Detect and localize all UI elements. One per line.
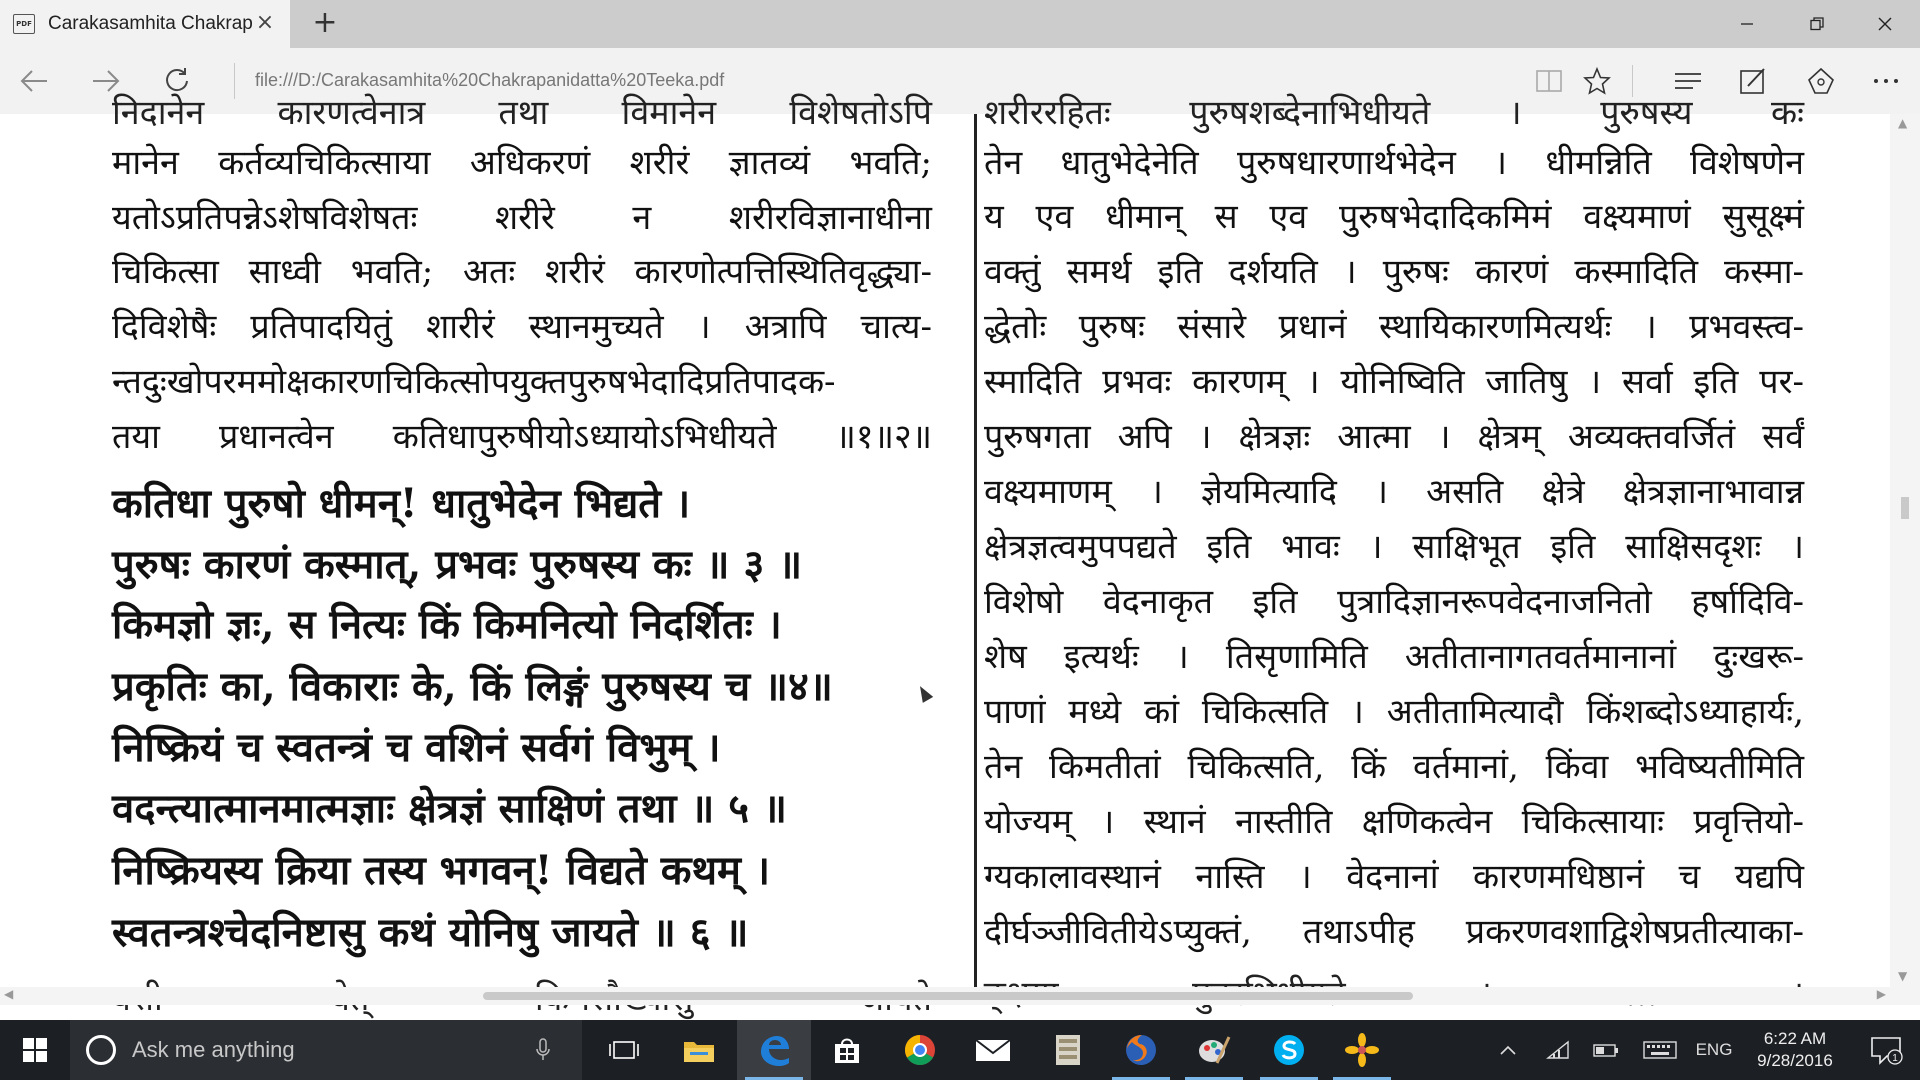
commentary-line: यतोऽप्रतिपन्नेऽशेषविशेषतः शरीरे न शरीरविज्ञानाधीना — [112, 198, 932, 238]
column-divider — [974, 114, 977, 1005]
right-text-column — [984, 93, 1824, 1005]
windows-start-icon[interactable] — [0, 1020, 70, 1080]
commentary-line: तेन किमतीतां चिकित्सति, किं वर्तमानां, किंवा भविष्यतीमिति — [984, 747, 1804, 787]
notification-count: 1 — [1892, 1053, 1898, 1064]
commentary-line: मानेन कर्तव्यचिकित्साया अधिकरणं शरीरं ज्ञातव्यं भवति; — [112, 143, 932, 183]
left-text-column — [112, 93, 952, 1005]
file-explorer-icon[interactable] — [662, 1020, 736, 1080]
pdf-file-icon — [13, 14, 35, 34]
skype-icon[interactable] — [1252, 1020, 1326, 1080]
restore-icon[interactable] — [1782, 0, 1852, 48]
close-window-icon[interactable] — [1850, 0, 1920, 48]
commentary-line: वक्ष्यमाणम् । ज्ञेयमित्यादि । असति क्षेत्रे क्षेत्रज्ञानाभावान्न — [984, 472, 1804, 512]
commentary-line: चिकित्सा साध्वी भवति; अतः शरीरं कारणोत्पत्तिस्थितिवृद्ध्या- — [112, 252, 932, 292]
commentary-line: विशेषो वेदनाकृत इति पुत्रादिज्ञानरूपवेदनाजनितो हर्षादिवि- — [984, 582, 1804, 622]
edge-browser-icon[interactable] — [737, 1020, 811, 1080]
commentary-line: य एव धीमान् स एव पुरुषभेदादिकमिमं वक्ष्यमाणं सुसूक्ष्मं — [984, 197, 1804, 237]
cortana-icon — [86, 1035, 116, 1065]
commentary-line: पाणां मध्ये कां चिकित्सति । अतीतामित्यादौ किंशब्दोऽध्याहार्यः, — [984, 692, 1804, 732]
verse-line: स्वतन्त्रश्चेदनिष्टासु कथं योनिषु जायते ॥ ६ ॥ — [112, 909, 749, 956]
pdf-viewer[interactable] — [0, 93, 1920, 1005]
pdf-page — [0, 93, 1890, 1005]
horizontal-scrollbar[interactable] — [0, 987, 1890, 1005]
commentary-line: वक्तुं समर्थ इति दर्शयति । पुरुषः कारणं कस्मादिति कस्मा- — [984, 252, 1804, 292]
more-options-icon[interactable] — [1866, 61, 1906, 101]
tab-title: Carakasamhita Chakrap — [48, 13, 253, 34]
mail-icon[interactable] — [956, 1020, 1030, 1080]
language-indicator[interactable]: ENG — [1695, 1040, 1733, 1059]
search-placeholder: Ask me anything — [132, 1037, 295, 1062]
scroll-up-arrow-icon[interactable]: ▲ — [1898, 116, 1908, 130]
commentary-line: स्मादिति प्रभवः कारणम् । योनिष्विति जातिषु । सर्वा इति पर- — [984, 362, 1804, 402]
commentary-line: शेष इत्यर्थः । तिसृणामिति अतीतानागतवर्तमानानां दुःखरू- — [984, 637, 1804, 677]
verse-line: किमज्ञो ज्ञः, स नित्यः किं किमनित्यो निदर्शितः । — [112, 601, 782, 648]
microphone-icon[interactable] — [536, 1038, 550, 1062]
verse-line: पुरुषः कारणं कस्मात्, प्रभवः पुरुषस्य कः ॥ ३ ॥ — [112, 541, 803, 588]
flower-app-icon[interactable] — [1325, 1020, 1399, 1080]
commentary-line: निदानेन कारणत्वेनात्र तथा विमानेन विशेषतोऽपि — [112, 93, 932, 133]
commentary-line: द्धेतोः पुरुषः संसारे प्रधानं स्थायिकारणमित्यर्थः । प्रभवस्त्व- — [984, 307, 1804, 347]
commentary-line: दिविशेषैः प्रतिपादयितुं शारीरं स्थानमुच्यते । अत्रापि चात्य- — [112, 307, 932, 347]
vertical-scroll-thumb[interactable] — [1901, 497, 1909, 519]
back-arrow-icon[interactable] — [14, 61, 54, 101]
commentary-line: पुरुषगता अपि । क्षेत्रज्ञः आत्मा । क्षेत्रम् अव्यक्तवर्जितं सर्वं — [984, 417, 1804, 457]
clock-time: 6:22 AM — [1763, 1029, 1827, 1048]
commentary-line: क्षेत्रज्ञत्वमुपपद्यते इति भावः । साक्षिभूत इति साक्षिसदृशः । — [984, 527, 1804, 567]
address-bar[interactable]: file:///D:/Carakasamhita%20Chakrapanidatta%20Teeka.pdf — [255, 70, 725, 90]
verse-line: वदन्त्यात्मानमात्मज्ञाः क्षेत्रज्ञं साक्षिणं तथा ॥ ५ ॥ — [112, 785, 787, 832]
scroll-left-arrow-icon[interactable]: ◀ — [4, 987, 14, 1001]
verse-line: निष्क्रियं च स्वतन्त्रं च वशिनं सर्वगं विभुम् । — [112, 724, 721, 771]
taskbar — [0, 1020, 1920, 1080]
cortana-search-box[interactable] — [70, 1020, 582, 1080]
commentary-line: दीर्घञ्जीवितीयेऽप्युक्तं, तथाऽपीह प्रकरणवशाद्विशेषप्रतीत्याका- — [984, 912, 1804, 952]
new-tab-icon[interactable]: + — [312, 5, 338, 40]
action-center-icon[interactable] — [1856, 1020, 1916, 1080]
commentary-line: न्तदुःखोपरममोक्षकारणचिकित्सोपयुक्तपुरुषभेदादिप्रतिपादक- — [112, 362, 836, 402]
verse-line: कतिधा पुरुषो धीमन्! धातुभेदेन भिद्यते । — [112, 480, 691, 527]
pdf-icon-label: PDF — [16, 20, 32, 28]
tab-active[interactable] — [0, 0, 290, 48]
commentary-line: योज्यम् । स्थानं नास्तीति क्षणिकत्वेन चिकित्सायाः प्रवृत्तियो- — [984, 802, 1804, 842]
commentary-line: तया प्रधानत्वेन कतिधापुरुषीयोऽध्यायोऽभिधीयते ॥१॥२॥ — [112, 417, 932, 457]
commentary-line: तेन धातुभेदेनेति पुरुषधारणार्थभेदेन । धीमन्निति विशेषणेन — [984, 143, 1804, 183]
minimize-icon[interactable] — [1712, 0, 1782, 48]
show-hidden-icons-chevron-icon[interactable] — [1492, 1020, 1524, 1080]
share-icon[interactable] — [1801, 61, 1841, 101]
clock-date: 9/28/2016 — [1757, 1051, 1833, 1070]
clock[interactable] — [1740, 1028, 1850, 1072]
firefox-icon[interactable] — [1104, 1020, 1178, 1080]
store-icon[interactable] — [810, 1020, 884, 1080]
task-view-icon[interactable] — [587, 1020, 661, 1080]
keyboard-icon[interactable] — [1638, 1020, 1682, 1080]
tab-close-icon[interactable]: × — [255, 10, 275, 35]
battery-icon[interactable] — [1588, 1020, 1624, 1080]
tab-bar — [0, 0, 1920, 48]
scroll-right-arrow-icon[interactable]: ▶ — [1876, 987, 1886, 1001]
horizontal-scroll-thumb[interactable] — [483, 992, 1413, 1000]
verse-line: प्रकृतिः का, विकाराः के, किं लिङ्गं पुरुषस्य च ॥४॥ — [112, 663, 833, 710]
chrome-icon[interactable] — [883, 1020, 957, 1080]
paint-app-icon[interactable] — [1177, 1020, 1251, 1080]
vertical-scrollbar[interactable] — [1890, 114, 1920, 1005]
commentary-line: शरीररहितः पुरुषशब्देनाभिधीयते । पुरुषस्य कः — [984, 93, 1804, 133]
scroll-down-arrow-icon[interactable]: ▼ — [1898, 969, 1908, 983]
verse-line: निष्क्रियस्य क्रिया तस्य भगवन्! विद्यते कथम् । — [112, 847, 771, 894]
archive-app-icon[interactable] — [1031, 1020, 1105, 1080]
wifi-icon[interactable] — [1540, 1020, 1576, 1080]
commentary-line: ग्यकालावस्थानं नास्ति । वेदनानां कारणमधिष्ठानं च यद्यपि — [984, 857, 1804, 897]
